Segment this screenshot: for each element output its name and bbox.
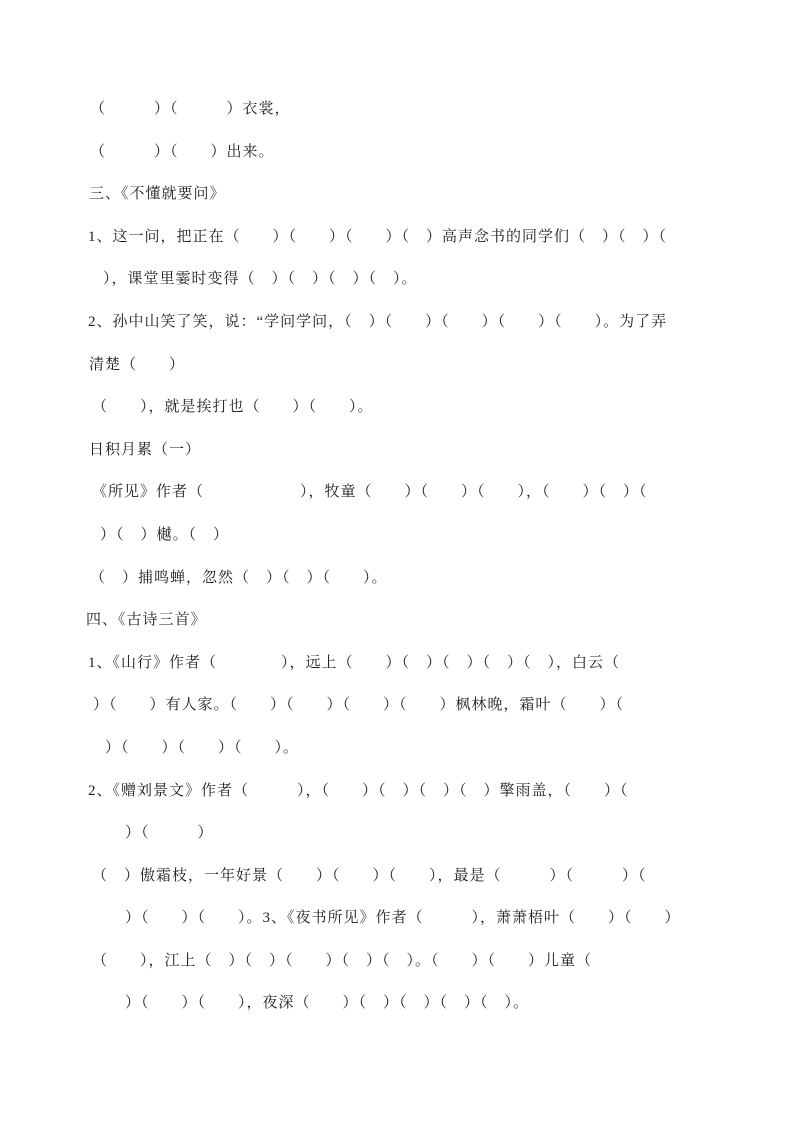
- worksheet-line: 2、孙中山笑了笑，说：“学问学问，（ ）（ ）（ ）（ ）（ ）。为了弄: [88, 313, 668, 330]
- worksheet-line: （ ）捕鸣蝉，忽然（ ）（ ）（ ）。: [90, 569, 388, 586]
- worksheet-line: 1、《山行》作者（ ），远上（ ）（ ）（ ）（ ）（ ），白云（: [88, 654, 621, 671]
- worksheet-line: ）（ ）樾。（ ）: [100, 526, 230, 543]
- worksheet-line: 1、这一问，把正在（ ）（ ）（ ）（ ）高声念书的同学们（ ）（ ）（: [88, 228, 668, 245]
- worksheet-line: 清楚（ ）: [89, 356, 186, 373]
- worksheet-line: （ ），江上（ ）（ ）（ ）（ ）（ ）。（ ）（ ）儿童（: [92, 952, 593, 969]
- worksheet-line: （ ）傲霜枝，一年好景（ ）（ ）（ ），最是（ ）（ ）（: [92, 867, 647, 884]
- worksheet-line: ）（ ）（ ）。3、《夜书所见》作者（ ），萧萧梧叶（ ）（ ）: [125, 910, 681, 927]
- worksheet-line: 2、《赠刘景文》作者（ ），（ ）（ ）（ ）（ ）擎雨盖，（ ）（: [88, 782, 629, 799]
- worksheet-line: ）（ ）（ ），夜深（ ）（ ）（ ）（ ）（ ）。: [125, 995, 530, 1012]
- section-heading: 四、《古诗三首》: [86, 612, 207, 629]
- worksheet-line: ）（ ）（ ）（ ）。: [105, 739, 300, 756]
- worksheet-line: ）（ ）: [125, 825, 214, 842]
- worksheet-line: （ ）（ ）衣裳，: [90, 101, 291, 117]
- worksheet-line: 《所见》作者（ ），牧童（ ）（ ）（ ），（ ）（ ）（: [92, 484, 648, 501]
- subsection-heading: 日积月累（一）: [89, 441, 202, 458]
- worksheet-line: ）（ ）有人家。（ ）（ ）（ ）（ ）枫林晚，霜叶（ ）（: [93, 697, 625, 714]
- worksheet-line: （ ）（ ）出来。: [90, 143, 275, 160]
- section-heading: 三、《不懂就要问》: [89, 186, 226, 203]
- worksheet-line: （ ），就是挨打也（ ）（ ）。: [92, 399, 374, 416]
- worksheet-body: [0, 88, 793, 1025]
- worksheet-line: ），课堂里霎时变得（ ）（ ）（ ）（ ）。: [103, 271, 418, 288]
